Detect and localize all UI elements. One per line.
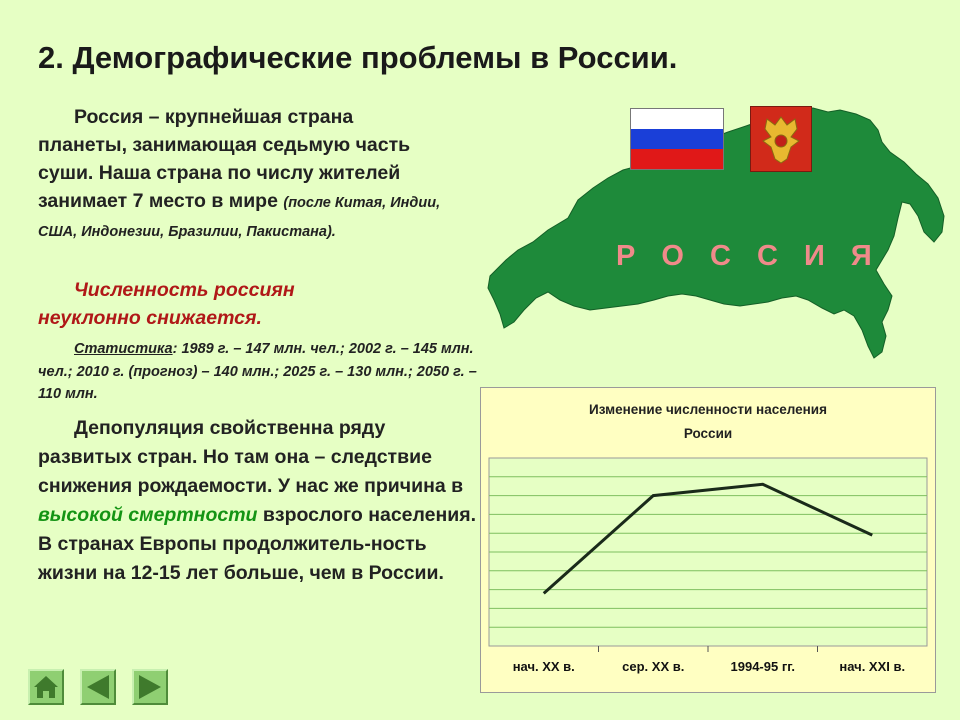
- intro-first-line: Россия – крупнейшая страна: [74, 106, 354, 128]
- depopulation-paragraph: [38, 414, 478, 588]
- intro-paragraph: [38, 103, 468, 245]
- flag-white-stripe: [631, 109, 723, 129]
- chart-plot: [481, 388, 935, 692]
- flag-blue-stripe: [631, 129, 723, 149]
- slide-title: 2. Демографические проблемы в России.: [38, 40, 678, 75]
- decline-line-2: неуклонно снижается.: [38, 307, 262, 329]
- chart-title-line-2: России: [683, 426, 733, 441]
- decline-statement: [38, 276, 404, 332]
- forward-button[interactable]: [132, 669, 168, 705]
- depop-part2: взрослого населения. В странах Европы продолжитель-ность жизни на 12-15 лет больше, чем в России.: [38, 504, 477, 584]
- chart-title-line-1: Изменение численности населения: [589, 402, 827, 417]
- statistics-label: Статистика: [74, 341, 173, 357]
- depop-part1: развитых стран. Но там она – следствие снижения рождаемости. У нас же причина в: [38, 446, 464, 497]
- population-chart: [480, 387, 936, 693]
- double-headed-eagle-icon: [751, 107, 811, 171]
- back-button[interactable]: [80, 669, 116, 705]
- x-tick-label: 1994-95 гг.: [730, 659, 795, 674]
- statistics-paragraph: [38, 338, 478, 406]
- home-icon: [30, 671, 62, 703]
- intro-body: планеты, занимающая седьмую часть суши. Наша страна по числу жителей занимает 7 место в мире: [38, 134, 411, 212]
- x-tick-label: сер. XX в.: [622, 659, 685, 674]
- country-label: Р О С С И Я: [616, 240, 881, 272]
- triangle-right-icon: [134, 671, 166, 703]
- intro-parenthetical: (после Китая, Индии, США, Индонезии, Бразилии, Пакистана).: [38, 195, 441, 240]
- flag-red-stripe: [631, 149, 723, 169]
- coat-of-arms: [750, 106, 812, 172]
- depop-lead: Депопуляция свойственна ряду: [74, 417, 386, 439]
- decline-line-1: Численность россиян: [74, 279, 295, 301]
- x-tick-label: нач. XX в.: [512, 659, 575, 674]
- x-tick-label: нач. XXI в.: [839, 659, 906, 674]
- triangle-left-icon: [82, 671, 114, 703]
- statistics-values: : 1989 г. – 147 млн. чел.; 2002 г. – 145 млн. чел.; 2010 г. (прогноз) – 140 млн.; 2025 г. – 130 млн.; 2050 г. – 110 млн.: [38, 341, 477, 402]
- russian-flag: [630, 108, 724, 170]
- depop-highlight: высокой смертности: [38, 504, 258, 526]
- home-button[interactable]: [28, 669, 64, 705]
